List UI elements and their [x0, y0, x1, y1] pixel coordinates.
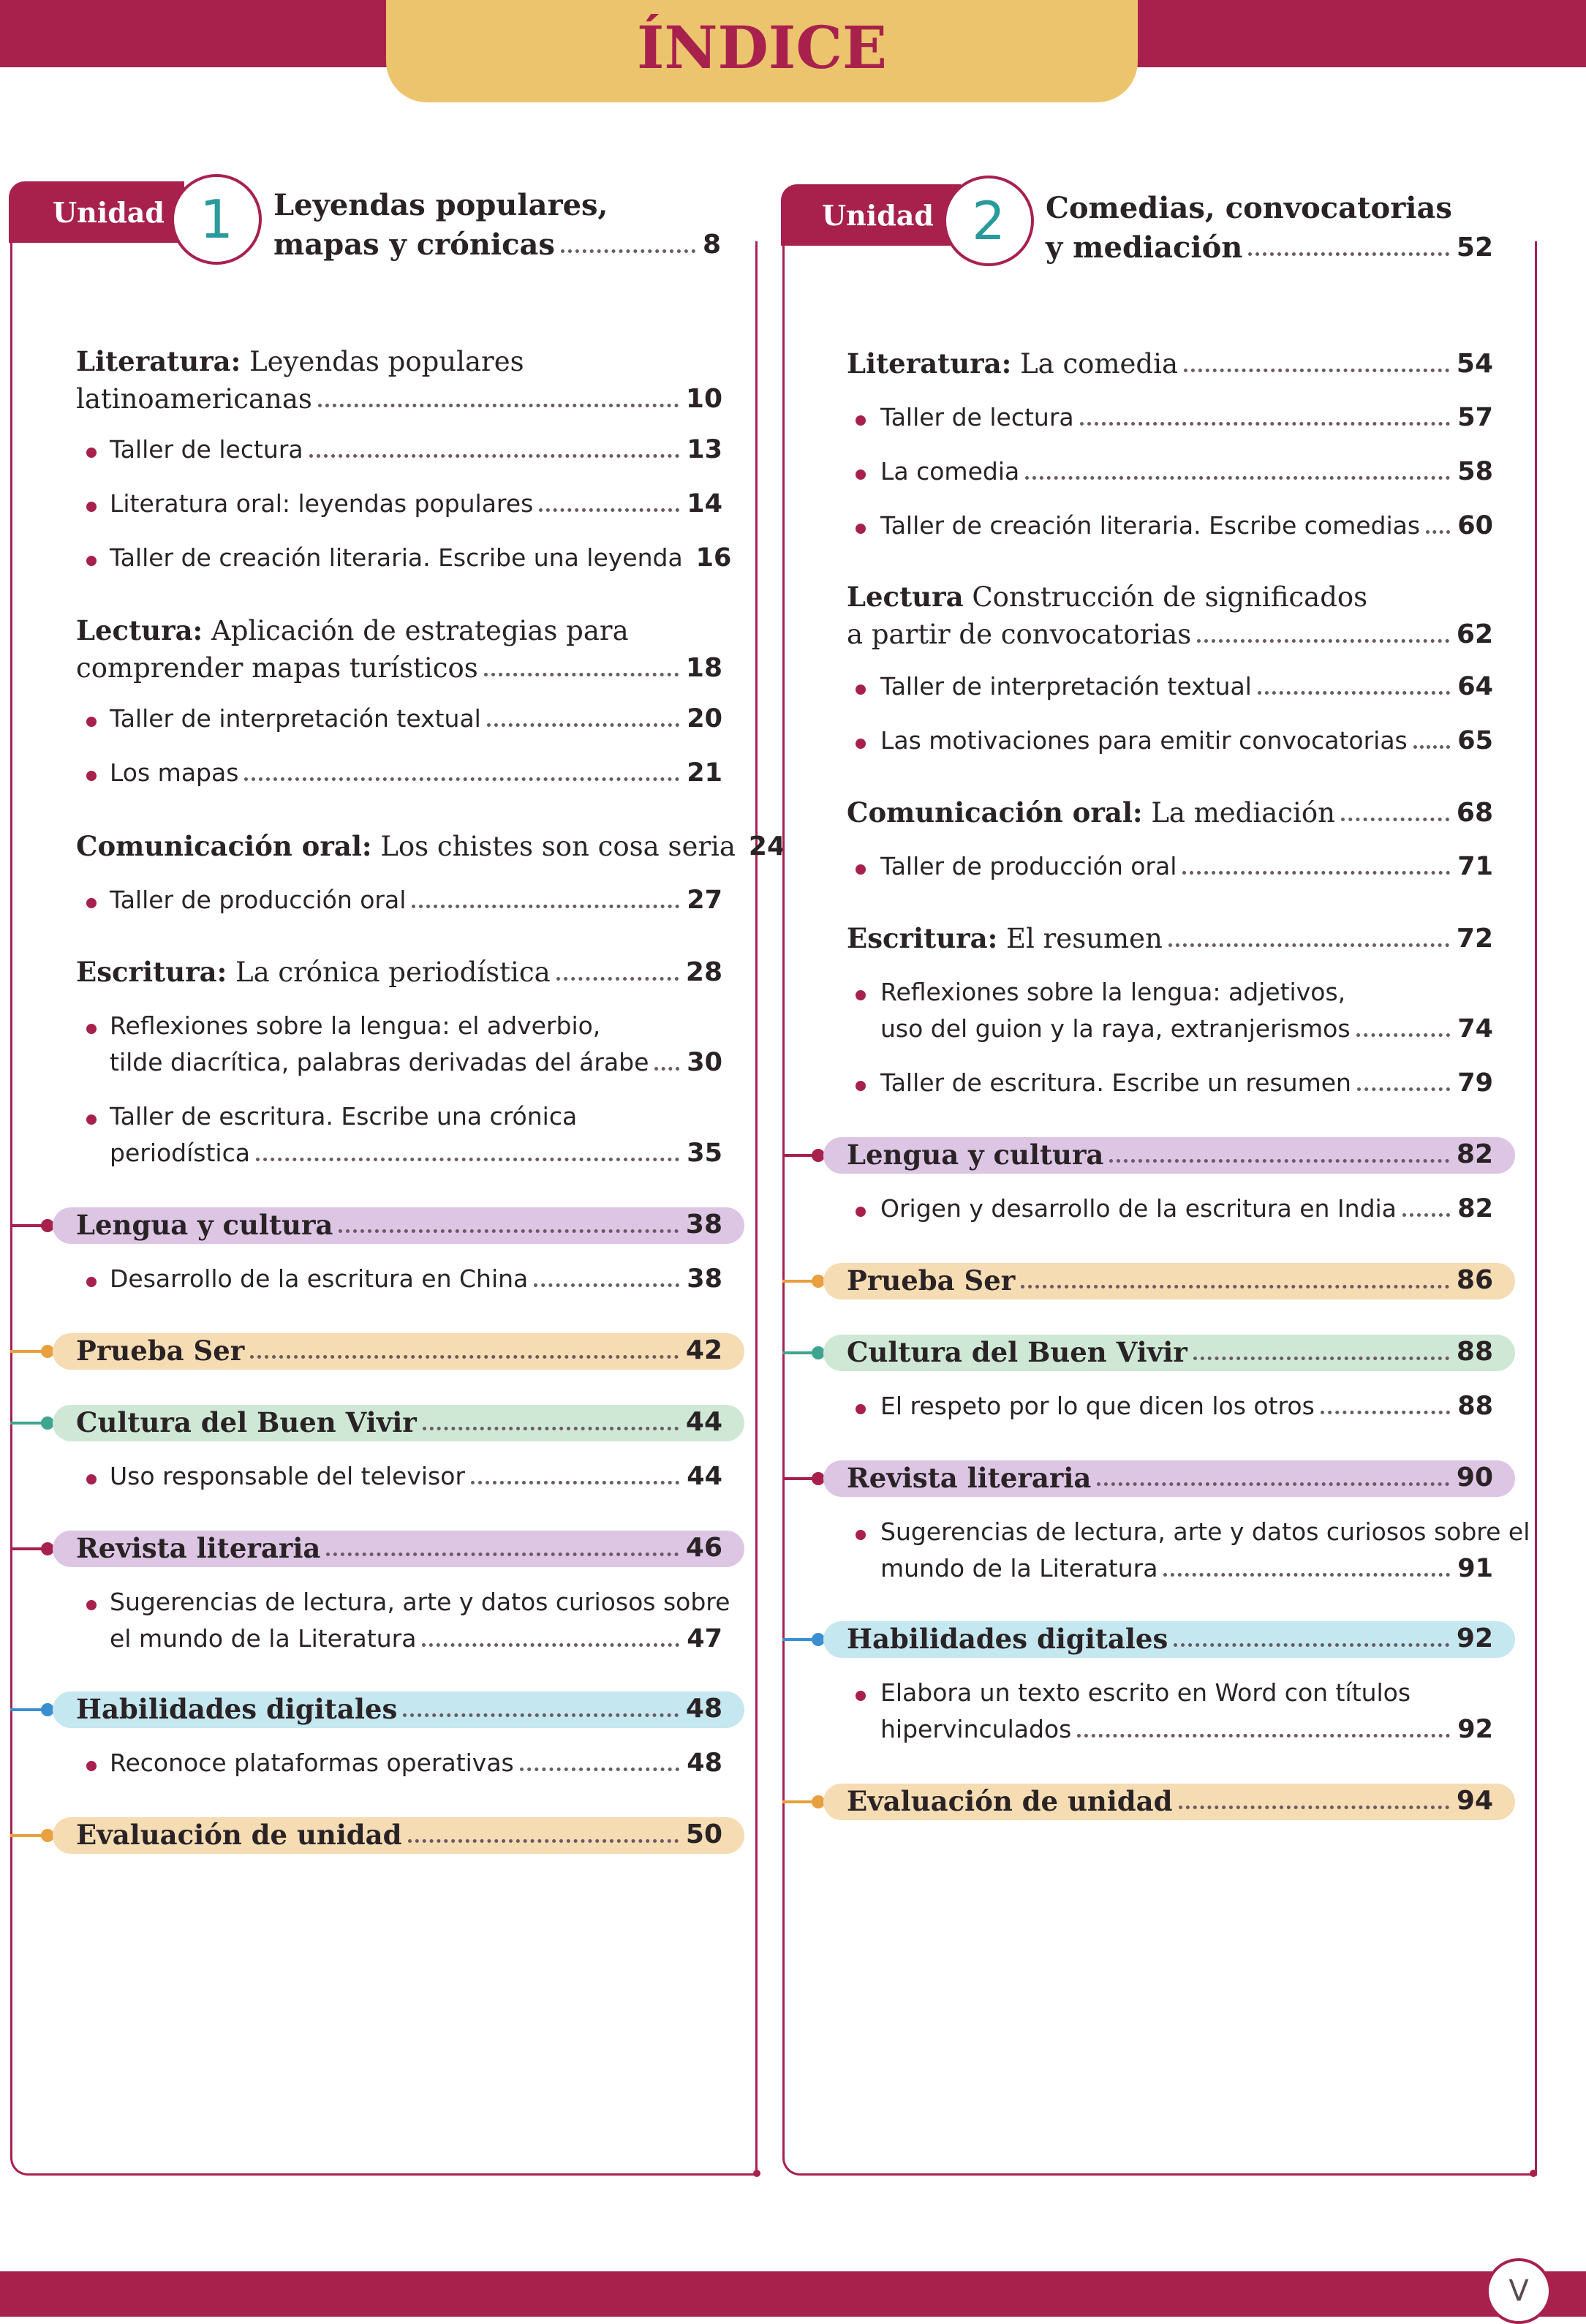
page-number: 10: [685, 384, 722, 414]
section-line1: Leyendas populares: [249, 346, 524, 377]
unit-2-title-entry[interactable]: [1046, 230, 1493, 266]
page-title: ÍNDICE: [637, 13, 887, 82]
toc-item[interactable]: Elabora un texto escrito en Word con títulos hipervinculados 92: [880, 1678, 1493, 1744]
lectura-entry[interactable]: Lectura: Aplicación de estrategias para comprender mapas turísticos 18: [76, 614, 722, 684]
comunicacion-entry[interactable]: Comunicación oral: Los chistes son cosa seria 24: [76, 830, 786, 862]
toc-item[interactable]: Taller de producción oral 27: [110, 886, 722, 915]
revista-entry[interactable]: Revista literaria 46: [76, 1532, 722, 1564]
unit-1-number: 1: [171, 174, 262, 265]
habilidades-entry[interactable]: Habilidades digitales 92: [847, 1623, 1493, 1655]
toc-item[interactable]: Taller de producción oral 71: [880, 852, 1493, 881]
buenvivir-entry[interactable]: Cultura del Buen Vivir 88: [847, 1336, 1493, 1368]
toc-item[interactable]: Sugerencias de lectura, arte y datos curiosos sobre el mundo de la Literatura 91: [880, 1517, 1530, 1583]
page-number-badge: V: [1486, 2258, 1552, 2324]
unit-1-title-entry[interactable]: [273, 227, 721, 263]
prueba-entry[interactable]: Prueba Ser 86: [847, 1264, 1493, 1297]
unit-2-title-line1: Comedias, convocatorias: [1046, 191, 1452, 225]
page-number: 52: [1456, 233, 1493, 263]
toc-item[interactable]: Taller de lectura 13: [110, 435, 722, 464]
unit-1-title-line2: mapas y crónicas: [273, 227, 555, 262]
toc-item[interactable]: Taller de creación literaria. Escribe una leyenda 16: [110, 543, 732, 573]
escritura-entry[interactable]: Escritura: El resumen 72: [847, 922, 1493, 954]
section-label: Literatura:: [76, 345, 241, 377]
toc-item[interactable]: La comedia 58: [880, 457, 1493, 486]
revista-entry[interactable]: Revista literaria 90: [847, 1462, 1493, 1494]
toc-item[interactable]: Origen y desarrollo de la escritura en India 82: [880, 1194, 1493, 1223]
section-line2: latinoamericanas: [76, 383, 312, 415]
habilidades-entry[interactable]: Habilidades digitales 48: [76, 1693, 722, 1725]
frame-end-dot: [1530, 2170, 1537, 2177]
unit-2-label: Unidad: [822, 199, 934, 232]
toc-item[interactable]: Reconoce plataformas operativas 48: [110, 1748, 722, 1778]
toc-item[interactable]: Taller de lectura 57: [880, 403, 1493, 432]
unit-2-title-line2: y mediación: [1046, 230, 1243, 265]
evaluacion-entry[interactable]: Evaluación de unidad 50: [76, 1819, 722, 1851]
toc-item[interactable]: Sugerencias de lectura, arte y datos curiosos sobre el mundo de la Literatura 47: [110, 1588, 730, 1653]
literatura-entry[interactable]: [76, 342, 722, 418]
lengua-entry[interactable]: Lengua y cultura 38: [76, 1209, 722, 1241]
page-number: 8: [702, 230, 721, 260]
unit-1-label: Unidad: [53, 196, 165, 229]
lectura-entry[interactable]: Lectura Construcción de significados a partir de convocatorias 62: [847, 581, 1493, 650]
toc-item[interactable]: Taller de interpretación textual 20: [110, 704, 722, 733]
evaluacion-entry[interactable]: Evaluación de unidad 94: [847, 1785, 1493, 1817]
unit-1-title-line1: Leyendas populares,: [273, 188, 608, 222]
toc-item[interactable]: Reflexiones sobre la lengua: adjetivos, uso del guion y la raya, extranjerismos 74: [880, 978, 1493, 1044]
toc-item[interactable]: Taller de creación literaria. Escribe comedias 60: [880, 511, 1493, 540]
toc-item[interactable]: Taller de escritura. Escribe una crónica periodística 35: [110, 1102, 722, 1168]
comunicacion-entry[interactable]: Comunicación oral: La mediación 68: [847, 796, 1493, 829]
prueba-entry[interactable]: Prueba Ser 42: [76, 1335, 722, 1367]
toc-item[interactable]: Uso responsable del televisor 44: [110, 1462, 722, 1491]
toc-item[interactable]: Literatura oral: leyendas populares 14: [110, 489, 722, 518]
toc-item[interactable]: El respeto por lo que dicen los otros 88: [880, 1392, 1493, 1421]
frame-end-dot: [753, 2170, 760, 2177]
escritura-entry[interactable]: Escritura: La crónica periodística 28: [76, 956, 722, 988]
toc-item[interactable]: Taller de escritura. Escribe un resumen 79: [880, 1068, 1493, 1098]
toc-item[interactable]: Desarrollo de la escritura en China 38: [110, 1264, 722, 1294]
buenvivir-entry[interactable]: Cultura del Buen Vivir 44: [76, 1406, 722, 1438]
toc-item[interactable]: Las motivaciones para emitir convocatorias 65: [880, 726, 1493, 755]
toc-item[interactable]: Reflexiones sobre la lengua: el adverbio, tilde diacrítica, palabras derivadas del árabe 30: [110, 1011, 722, 1077]
footer-bar: [0, 2271, 1586, 2317]
literatura-entry[interactable]: Literatura: La comedia 54: [847, 347, 1493, 380]
lengua-entry[interactable]: Lengua y cultura 82: [847, 1139, 1493, 1171]
toc-item[interactable]: Taller de interpretación textual 64: [880, 672, 1493, 701]
unit-2-number: 2: [943, 176, 1034, 266]
toc-item[interactable]: Los mapas 21: [110, 758, 722, 788]
